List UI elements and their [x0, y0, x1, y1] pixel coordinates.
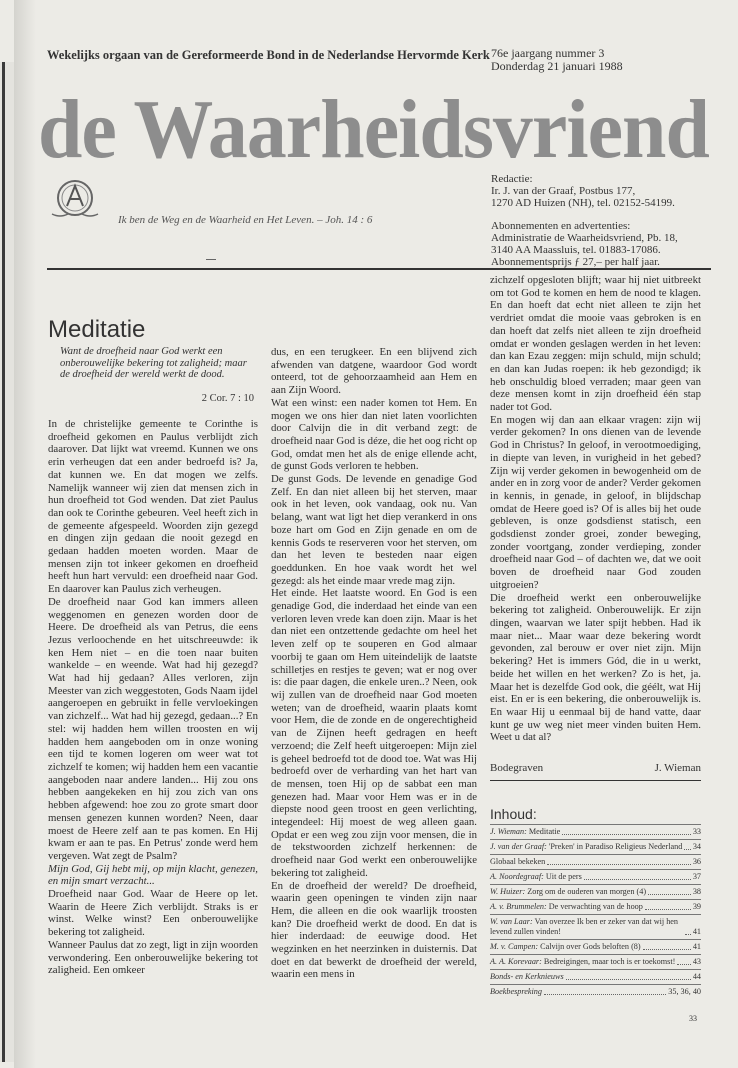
toc-title: Bonds- en Kerknieuws	[490, 972, 564, 981]
toc-author: M. v. Campen:	[490, 942, 539, 951]
editorial-line: 1270 AD Huizen (NH), tel. 02152-54199.	[491, 197, 675, 209]
masthead-subtitle: Wekelijks orgaan van de Gereformeerde Bond in de Nederlandse Hervormde Kerk	[47, 48, 490, 62]
toc-title: Van overzee Ik ben er zeker van dat wij hen levend zullen vinden!	[490, 917, 679, 936]
newspaper-title: de Waarheidsvriend	[38, 83, 709, 176]
leader-dots	[685, 934, 691, 935]
toc-item[interactable]	[490, 824, 701, 837]
signature-rule	[490, 780, 701, 781]
subscription-line: Administratie de Waarheidsvriend, Pb. 18,	[491, 232, 678, 244]
leader-dots	[648, 894, 691, 895]
page-number: 33	[689, 1014, 697, 1023]
editorial-line: Redactie:	[491, 173, 533, 185]
toc-author: W. Huizer:	[490, 887, 526, 896]
signature-author: J. Wieman	[654, 762, 701, 774]
alpha-omega-logo-icon	[48, 178, 102, 220]
subscription-line: 3140 AA Maassluis, tel. 01883-17086.	[491, 244, 661, 256]
leader-dots	[547, 864, 691, 865]
toc-page: 39	[692, 902, 701, 911]
toc-title: Meditatie	[528, 827, 561, 836]
editorial-line: Ir. J. van der Graaf, Postbus 177,	[491, 185, 636, 197]
article-signature	[490, 762, 701, 774]
toc-item[interactable]	[490, 854, 701, 867]
article-heading: Meditatie	[48, 316, 146, 343]
table-of-contents	[490, 824, 701, 999]
issue-date: Donderdag 21 januari 1988	[491, 59, 623, 73]
issue-volume: 76e jaargang nummer 3	[491, 46, 605, 60]
subscription-info	[491, 220, 731, 268]
paragraph: In de christelijke gemeente te Corinthe is droefheid gekomen en Paulus verblijdt zich daarover. Dat lijkt wat vreemd. Kunnen we ons erin verheugen dat een ander bedroefd is? Ja, dat kunnen we. En dat mogen we zelfs. Namelijk wanneer wij zien dat mensen zich in hun droefheid tot God wenden. Dat ziet Paulus dan ook te Corinthe gebeuren. Veel heeft zich in de gemeente afgespeeld. Woorden zijn gezegd en dingen zijn gedaan die nooit gezegd en gedaan hadden moeten worden. Maar de mensen zijn tot inkeer gekomen en droefheid heeft hun hart vervuld: een droefheid naar God. En daarover kan Paulus zich verheugen.	[48, 418, 258, 596]
decorative-dash	[206, 259, 216, 260]
subscription-line: Abonnementen en advertenties:	[491, 220, 631, 232]
toc-author: A. Noordegraaf:	[490, 872, 544, 881]
page-fold-shadow	[14, 0, 36, 1068]
toc-title: Globaal bekeken	[490, 857, 546, 866]
toc-page: 37	[692, 872, 701, 881]
toc-author: J. van der Graaf:	[490, 842, 547, 851]
editorial-info	[491, 173, 731, 209]
paragraph: Die droefheid werkt een onberouwelijke bekering tot zaligheid. Onberouwelijk. Er zijn dingen, waarvan we later spijt hebben. Had ik maar niet... Maar waar deze bekering wordt gevonden, zal berouw er over niet zijn. Mijn bekering? Het is immers Gód, die in u werkt, beide het willen en het werken? Zo is het, ja. Maar het is dezelfde God ook, die géélt, wat Hij eist. En er is een bekering, die onberouwelijk is. En waar Hij u eenmaal bij de hand vatte, daar kunt ge uw weg niet meer vinden buiten Hem. Weet u dat al?	[490, 591, 701, 744]
paragraph: Wat een winst: een nader komen tot Hem. En mogen we ons hier dan niet laten voorlichten door Calvijn die in dit verband zegt: de droefheid naar God is déze, die het oog richt op God, omdat men het als de enige ellende acht, de gunst Gods verloren te hebben.	[271, 396, 477, 473]
paragraph: dus, en een terugkeer. En een blijvend zich afwenden van datgene, waardoor God wordt onteerd, tot de gehoorzaamheid aan Hem en aan Zijn Woord.	[271, 346, 477, 397]
toc-page: 34	[692, 842, 701, 851]
paragraph: Droefheid naar God. Waar de Heere op let. Waarin de Heere Zich verblijdt. Straks is er winst. Welke winst? Een onberouwelijke bekering tot zaligheid.	[48, 888, 258, 939]
toc-item[interactable]	[490, 954, 701, 967]
paragraph: De gunst Gods. De levende en genadige God Zelf. En dan niet alleen bij het sterven, maar ook in het leven, ook vandaag, ook nu. Van belang, want wat ligt het diep verankerd in ons boze hart om God en Zijn genade en om de kennis Gods te reserveren voor het sterven, om dan het leven te besteden naar eigen goeddunken. En hoe vaak wordt het wel gezegd: als het einde maar vrede mag zijn.	[271, 473, 477, 587]
toc-title: De verwachting van de hoop	[548, 902, 643, 911]
toc-item[interactable]	[490, 884, 701, 897]
toc-item[interactable]	[490, 839, 701, 852]
toc-title: Calvijn over Gods beloften (8)	[540, 942, 641, 951]
toc-item[interactable]	[490, 984, 701, 997]
leader-dots	[677, 964, 690, 965]
signature-place: Bodegraven	[490, 762, 544, 774]
toc-author: J. Wieman:	[490, 827, 527, 836]
paragraph: Het einde. Het laatste woord. En God is een genadige God, die inderdaad het einde van een verloren leven vrede kan doen zijn. Maar is het dan niet een ontzettende gedachte om heel het leven zelf op te souperen en God almaar voorbij te gaan om Hem uiteindelijk de laatste schilletjes en restjes te geven; wat er nog over is: die paar dagen, die enkele uren..? Neen, ook wij zullen van de droefheid naar God moeten weten; van de droefheid, waarin plaats komt voor Hem, die de zonde en de ongerechtigheid van de Zijnen heeft gedragen en heeft verzoend; die Zelf heeft uitgeroepen: Mijn ziel is geheel bedroefd tot de dood toe. Wat was Hij bedroefd over de verharding van het hart van de mensen, toen Hij op de sabbat een man genezen had. Maar voor Hem was er in de diepste nood geen troost en geen verlichting, integendeel: Hij moest de weg alleen gaan. Opdat er een weg zou zijn voor mensen, die in de tekstwoorden zichzelf herkennen: de droefheid naar God werkt een onberouwelijke bekering tot zaligheid.	[271, 587, 477, 879]
issue-info	[491, 47, 623, 73]
toc-page: 41	[692, 927, 701, 936]
toc-title: Boekbespreking	[490, 987, 542, 996]
toc-page: 35, 36, 40	[668, 987, 701, 996]
article-column-2	[271, 346, 477, 981]
toc-page: 43	[692, 957, 701, 966]
leader-dots	[562, 834, 691, 835]
paragraph: En de droefheid der wereld? De droefheid, waarin geen openingen te vinden zijn naar Hem, die alleen en die ook waarlijk troosten kan? Die droefheid werkt de dood. En dat is hier inderdaad: de eeuwige dood. Het wegzinken en het neerzinken in duisternis. Dat doet en dat bewerkt de droefheid der wereld, waarin een mens in	[271, 879, 477, 981]
paragraph: En mogen wij dan aan elkaar vragen: zijn wij verder gekomen? In ons dienen van de levende God in Christus? In geloof, in verootmoediging, in diepte van leven, in vurigheid in het gebed? Zijn wij verder gekomen in bewogenheid om de ander en in zorg voor de ander? Verder gekomen in kennis, in genade, in geloof, in blijdschap omdat de Heere goed is? Of is alles bij het oude gebleven, is onze godsdienst statisch, een godsdienst zonder groei, zonder beweging, zonder voortgang, zonder verdieping, zonder droefheid naar God – of dachten we, dat we ooit boven de droefheid naar God zouden uitgroeien?	[490, 413, 701, 591]
toc-page: 38	[692, 887, 701, 896]
article-column-1	[48, 418, 258, 977]
subscription-line: Abonnementsprijs ƒ 27,– per half jaar.	[491, 256, 660, 268]
psalm-quote: Mijn God, Gij hebt mij, op mijn klacht, genezen, en mijn smart verzacht...	[48, 862, 258, 888]
masthead-rule	[47, 268, 711, 270]
toc-page: 33	[692, 827, 701, 836]
leader-dots	[684, 849, 690, 850]
article-column-3	[490, 274, 701, 744]
toc-item[interactable]	[490, 939, 701, 952]
paragraph: De droefheid naar God kan immers alleen weggenomen en genezen worden door de Heere. De droefheid als van Petrus, die eens Jezus verloochende en het uitschreeuwde: ik ken Hem niet – en die toen naar buiten wankelde – en weende. Wat had hij gezegd? Wat had hij gedaan? Alles verloren, zijn Meester van zich weggestoten, Gods Naam ijdel aangeroepen en gebruikt in felle vervloekingen van zichzelf... Wat had hij gezegd, gedaan...? En stel: wij hadden hem willen troosten en wij hadden hem aangeboden om in onze woning een tijd te komen logeren om weer wat tot zichzelf te komen; wij hadden hem een vacantie aangeboden naar andere landen... Hij zou ons hebben aangekeken en hij zou zich van ons hebben afgewend: hoe zou zo grote smart door mensen genezen kunnen worden? Neen, daar moest de Heere zelf aan te pas komen. En Hij kwam er aan te pas. En Petrus' zonde werd hem vergeven. Wat zegt de Psalm?	[48, 595, 258, 862]
toc-title: Bedreigingen, maar toch is er toekomst!	[543, 957, 676, 966]
verse-reference: 2 Cor. 7 : 10	[201, 393, 254, 404]
previous-page-edge	[0, 62, 15, 1062]
leader-dots	[544, 994, 666, 995]
toc-page: 36	[692, 857, 701, 866]
toc-title: Uit de pers	[545, 872, 582, 881]
leader-dots	[584, 879, 691, 880]
toc-item[interactable]	[490, 969, 701, 982]
paragraph: Wanneer Paulus dat zo zegt, ligt in zijn woorden verwondering. Een onberouwelijke bekering tot zaligheid. Een omkeer	[48, 938, 258, 977]
toc-item[interactable]	[490, 914, 701, 937]
toc-page: 44	[692, 972, 701, 981]
motto: Ik ben de Weg en de Waarheid en Het Leven. – Joh. 14 : 6	[118, 214, 373, 226]
toc-author: W. van Laar:	[490, 917, 533, 926]
leader-dots	[645, 909, 691, 910]
toc-author: A. v. Brummelen:	[490, 902, 547, 911]
paragraph: zichzelf opgesloten blijft; waar hij niet uitbreekt om tot God te komen en hem de nood te klagen. En dan hoeft dat echt niet alleen te zijn het verdriet omdat die mooie vaas gebroken is en dan hoeft dat zelfs niet alleen te zijn droefheid omdat er wonden geslagen werden in het leven: dan kan Ezau zeggen: mijn schuld, mijn schuld; en dan kan Judas roepen: ik heb gezondigd; ik heb onschuldig bloed verraden; maar geen van deze mensen komt in zijn droefheid één stap nader tot God.	[490, 274, 701, 414]
toc-title: Zorg om de ouderen van morgen (4)	[527, 887, 647, 896]
toc-page: 41	[692, 942, 701, 951]
leader-dots	[643, 949, 691, 950]
toc-title: 'Preken' in Paradiso Religieus Nederland	[548, 842, 683, 851]
leader-dots	[566, 979, 691, 980]
toc-author: A. A. Korevaar:	[490, 957, 542, 966]
contents-heading: Inhoud:	[490, 806, 537, 822]
toc-item[interactable]	[490, 869, 701, 882]
bible-verse: Want de droefheid naar God werkt een onberouwelijke bekering tot zaligheid; maar de droefheid der wereld werkt de dood.	[60, 346, 247, 380]
toc-item[interactable]	[490, 899, 701, 912]
